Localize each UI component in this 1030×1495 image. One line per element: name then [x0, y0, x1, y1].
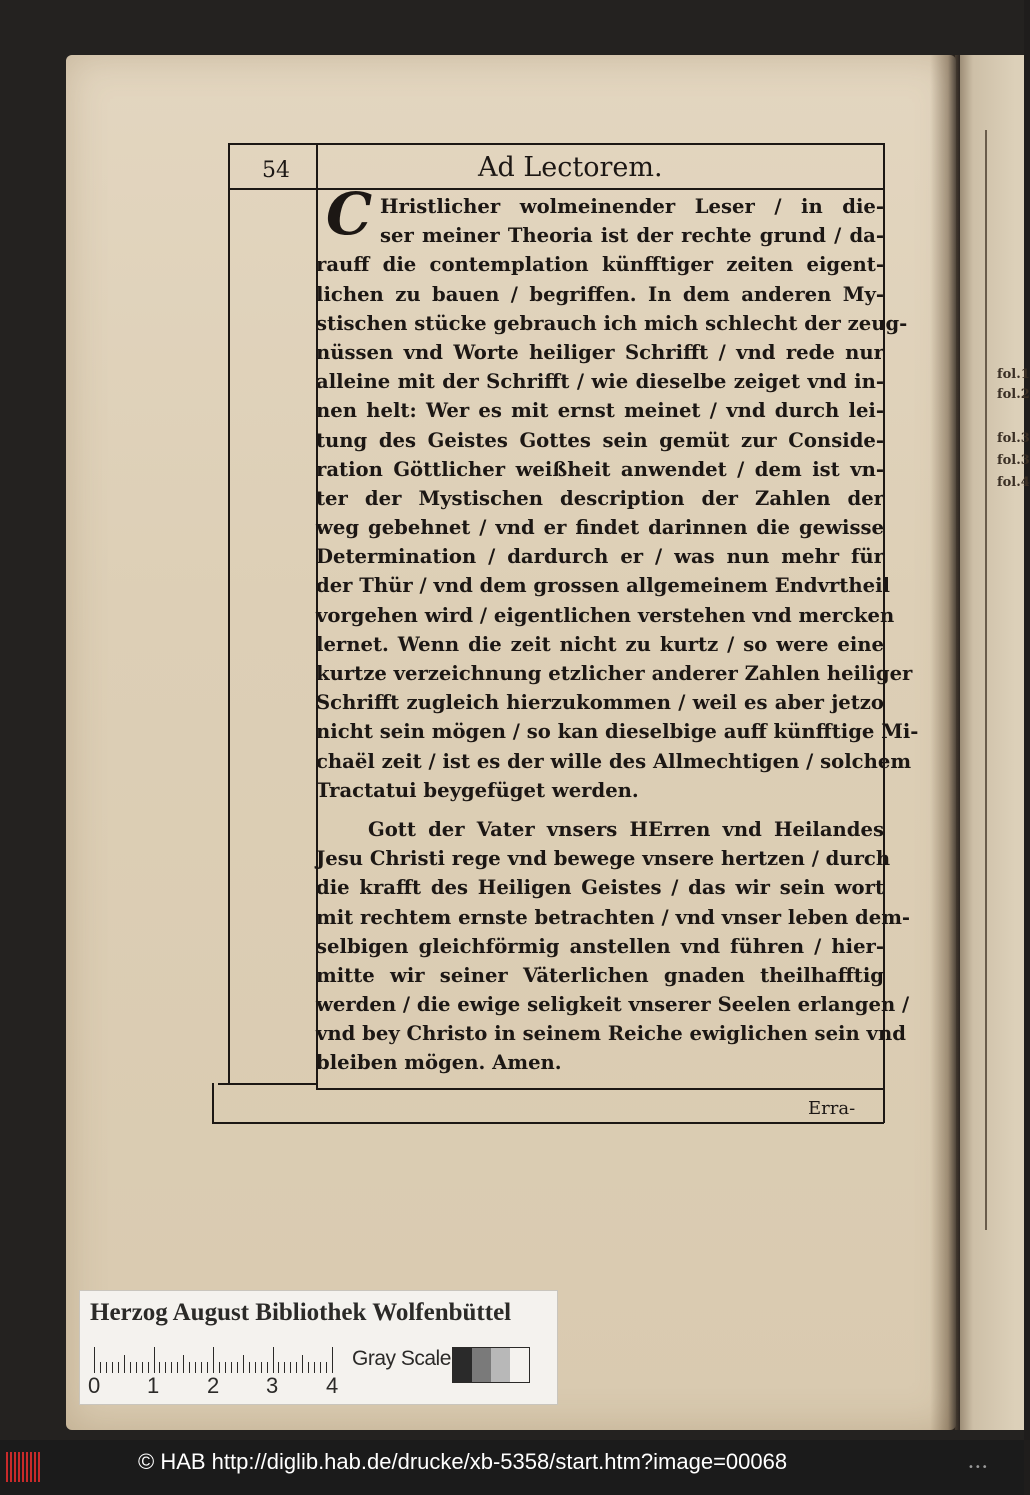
ruler-tick	[94, 1347, 95, 1373]
margin-ref: fol.1	[997, 367, 1030, 382]
text-line: werden / die ewige seligkeit vnserer Seelen erlangen /	[316, 993, 910, 1017]
ruler-tick	[189, 1362, 190, 1373]
ruler-number: 3	[266, 1373, 279, 1398]
text-line: Hristlicher wolmeinender Leser / in die-	[380, 195, 884, 218]
running-head: Ad Lectorem.	[478, 152, 663, 183]
text-line: stischen stücke gebrauch ich mich schlecht der zeug-	[316, 311, 908, 335]
text-line: ration Göttlicher weißheit anwendet / dem ist vn-	[316, 457, 884, 481]
ruler-tick	[278, 1362, 279, 1373]
ruler-number: 0	[88, 1373, 101, 1398]
ruler-tick	[159, 1362, 160, 1373]
ruler-tick	[148, 1362, 149, 1373]
ruler-tick	[201, 1362, 202, 1373]
catchword: Erra-	[808, 1098, 856, 1119]
margin-ref: fol.2	[997, 387, 1030, 402]
text-line: Jesu Christi rege vnd bewege vnsere hertzen / durch	[316, 847, 891, 871]
ruler-tick	[136, 1362, 137, 1373]
paragraph-2	[316, 815, 911, 1078]
text-line: mit rechtem ernste betrachten / vnd vnser leben dem-	[316, 905, 911, 929]
gray-swatch	[472, 1348, 491, 1382]
ruler-tick	[314, 1362, 315, 1373]
ruler-tick	[130, 1362, 131, 1373]
text-line: vnd bey Christo in seinem Reiche ewiglichen sein vnd	[316, 1022, 906, 1046]
gray-swatches	[452, 1347, 530, 1383]
ruler-tick	[231, 1362, 232, 1373]
gray-swatch	[510, 1348, 529, 1382]
ruler-tick	[112, 1362, 113, 1373]
text-line: die krafft des Heiligen Geistes / das wir sein wort	[316, 876, 884, 900]
frame-left-rule	[228, 143, 230, 1085]
ruler-tick	[243, 1355, 244, 1373]
text-line: mitte wir seiner Väterlichen gnaden theilhafftig	[316, 963, 884, 987]
text-line: selbigen gleichförmig anstellen vnd führen / hier-	[316, 934, 884, 958]
library-name: Herzog August Bibliothek Wolfenbüttel	[90, 1299, 512, 1326]
ruler-tick	[249, 1362, 250, 1373]
ruler-tick	[302, 1355, 303, 1373]
ruler-tick	[308, 1362, 309, 1373]
text-bottom-rule	[316, 1088, 883, 1090]
adjacent-page-rule	[985, 130, 987, 1230]
ruler-tick	[171, 1362, 172, 1373]
text-line: nicht sein mögen / so kan dieselbige auff künfftige Mi-	[316, 720, 919, 744]
ruler-tick	[213, 1347, 214, 1373]
ruler-tick	[106, 1362, 107, 1373]
ruler-tick	[267, 1362, 268, 1373]
text-line: vorgehen wird / eigentlichen verstehen vnd mercken	[316, 603, 895, 627]
text-line: lichen zu bauen / begriffen. In dem anderen My-	[316, 282, 884, 306]
gray-scale-label: Gray Scale	[352, 1347, 451, 1370]
margin-bottom-rule	[218, 1083, 316, 1085]
gray-swatch	[491, 1348, 510, 1382]
centimeter-ruler	[94, 1347, 339, 1373]
ruler-tick	[255, 1362, 256, 1373]
ruler-number: 4	[326, 1373, 339, 1398]
ruler-numbers	[88, 1373, 348, 1399]
text-line: lernet. Wenn die zeit nicht zu kurtz / so were eine	[316, 632, 884, 656]
color-calibration-bar	[79, 1290, 558, 1405]
ruler-tick	[100, 1362, 101, 1373]
text-line: Schrifft zugleich hierzukommen / weil es aber jetzo	[316, 691, 884, 715]
ruler-tick	[225, 1362, 226, 1373]
copyright-url: © HAB http://diglib.hab.de/drucke/xb-5358/start.htm?image=00068	[138, 1449, 788, 1474]
margin-ref: fol.4	[997, 475, 1030, 490]
footer-dots: •••	[968, 1462, 989, 1473]
gray-swatch	[453, 1348, 472, 1382]
text-line: ser meiner Theoria ist der rechte grund / da-	[380, 224, 884, 248]
ruler-tick	[154, 1347, 155, 1373]
ruler-tick	[118, 1362, 119, 1373]
paragraph-1	[316, 192, 919, 805]
ruler-tick	[177, 1362, 178, 1373]
drop-cap: C	[326, 180, 373, 248]
text-line: Tractatui beygefüget werden.	[316, 778, 639, 802]
ruler-tick	[273, 1347, 274, 1373]
adjacent-page	[955, 55, 1030, 1430]
ruler-number: 2	[207, 1373, 220, 1398]
ruler-tick	[284, 1362, 285, 1373]
hab-logo-icon	[6, 1452, 46, 1482]
ruler-tick	[237, 1362, 238, 1373]
text-line: nen helt: Wer es mit ernst meinet / vnd durch lei-	[316, 399, 884, 423]
ruler-tick	[207, 1362, 208, 1373]
frame-foot-left-rule	[212, 1083, 214, 1123]
page-number: 54	[262, 158, 290, 183]
ruler-tick	[326, 1362, 327, 1373]
text-line: alleine mit der Schrifft / wie dieselbe zeiget vnd in-	[316, 370, 884, 394]
ruler-tick	[290, 1362, 291, 1373]
margin-ref: fol.3	[997, 431, 1030, 446]
ruler-tick	[124, 1355, 125, 1373]
text-line: tung des Geistes Gottes sein gemüt zur Conside-	[316, 428, 884, 452]
text-line: bleiben mögen. Amen.	[316, 1051, 562, 1075]
text-line: ter der Mystischen description der Zahlen der	[316, 486, 884, 510]
ruler-tick	[183, 1355, 184, 1373]
text-line: Determination / dardurch er / was nun mehr für	[316, 545, 884, 569]
body-text	[316, 192, 919, 1078]
text-line: kurtze verzeichnung etzlicher anderer Zahlen heiliger	[316, 662, 913, 685]
ruler-number: 1	[147, 1373, 160, 1398]
text-line: rauff die contemplation künfftiger zeiten eigent-	[316, 253, 884, 277]
ruler-tick	[219, 1362, 220, 1373]
text-line: chaël zeit / ist es der wille des Allmechtigen / solchem	[316, 749, 912, 773]
ruler-tick	[261, 1362, 262, 1373]
ruler-tick	[296, 1362, 297, 1373]
ruler-tick	[195, 1362, 196, 1373]
ruler-tick	[320, 1362, 321, 1373]
ruler-tick	[142, 1362, 143, 1373]
text-line: der Thür / vnd dem grossen allgemeinem Endvrtheil	[316, 574, 890, 598]
text-line: nüssen vnd Worte heiliger Schrifft / vnd rede nur	[316, 340, 884, 364]
text-line: weg gebehnet / vnd er findet darinnen die gewisse	[316, 516, 884, 540]
frame-bottom-rule	[212, 1122, 884, 1124]
page-gutter	[930, 55, 960, 1430]
margin-ref: fol.3	[997, 453, 1030, 468]
text-line: Gott der Vater vnsers HErren vnd Heilandes	[368, 817, 884, 841]
ruler-tick	[332, 1347, 333, 1373]
footer-bar	[0, 1440, 1024, 1495]
frame-top-rule	[228, 143, 883, 145]
ruler-tick	[165, 1362, 166, 1373]
